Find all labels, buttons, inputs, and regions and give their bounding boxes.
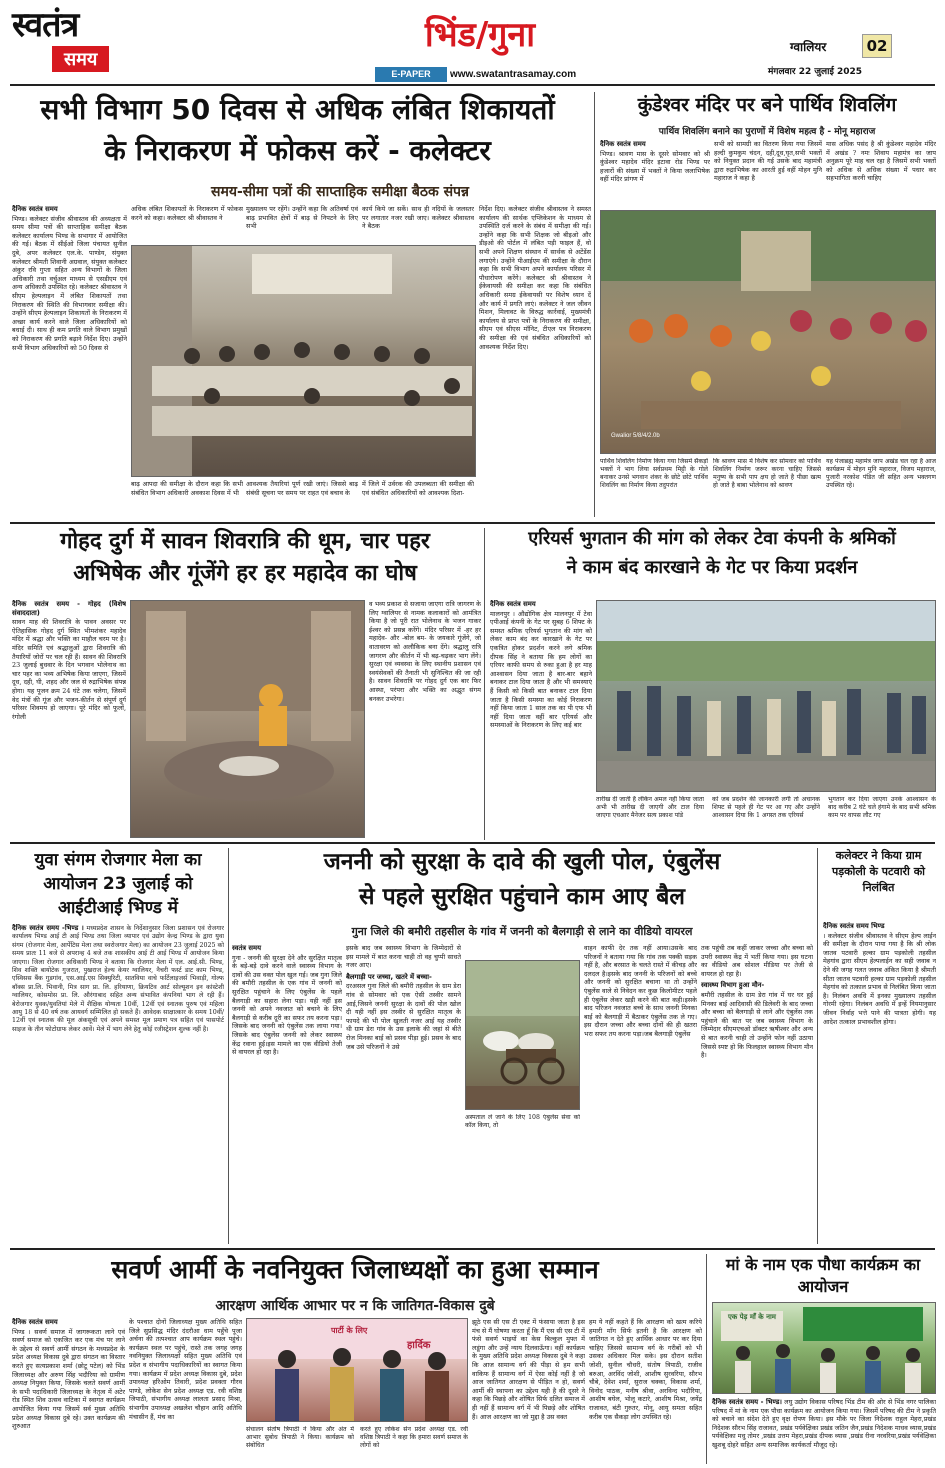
story3-byline: दैनिक स्वतंत्र समय - गोहद (विशेष संवाददाता) — [12, 600, 126, 617]
story4-col1 — [490, 600, 592, 838]
section-rule — [10, 522, 935, 524]
city-name: ग्वालियर — [790, 40, 827, 54]
story8-col1 — [12, 1318, 125, 1464]
story5-body — [12, 924, 224, 1244]
column-divider — [706, 1254, 707, 1464]
story3-headline-line1: गोहद दुर्ग में सावन शिवरात्रि की धूम, चार पहर — [60, 529, 430, 554]
epaper-badge: E-PAPER — [375, 67, 447, 82]
section-rule — [10, 842, 935, 844]
story2-headline: कुंडेश्वर मंदिर पर बने पार्थिव शिवलिंग — [637, 94, 897, 116]
story4-byline: दैनिक स्वतंत्र समय — [490, 600, 536, 608]
story6-col4-text: तक पहुंची तब कहीं जाकर जच्चा और बच्चा को उपरी स्वास्थ्य केंद्र में भर्ती किया गया। इस घटना का वीडियो अब सोशल मीडिया पर तेजी से वायरल हो रहा है। — [701, 944, 813, 978]
story7-byline: दैनिक स्वतंत्र समय भिण्ड — [823, 922, 885, 930]
story2-byline: दैनिक स्वतंत्र समय — [600, 140, 646, 148]
story5-headline: युवा संगम रोजगार मेला का आयोजन 23 जुलाई को आईटीआई भिण्ड में — [34, 850, 202, 918]
story1-headline — [10, 92, 585, 168]
story7-text: । कलेक्टर संजीव श्रीवास्तव ने सीएम हेल्प लाईन की समीक्षा के दौरान पाया गया है कि श्री लोक जातव पटवारी हल्का ग्राम पड़कोली तहसील मेहगांव द्वारा सीएम हेल्पलाईन का सही जवाब न देने की जगह गलत जवाब अंकित किया है श्रीमती सीता जातव पटवारी हल्का ग्राम पड़कोली तहसील मेहगांव को तत्काल प्रभाव से निलंबित किया जाता है। निलंबन अवधि में इनका मुख्यालय तहसील गोरमी रहेगा। निलंबन अवधि में इन्हें नियमानुसार जीवन निर्वाह भत्ते पाने की पात्रता होगी। यह आदेश तत्काल प्रभावशील होगा। — [823, 931, 936, 1026]
story6-bullock-cart-photo — [465, 960, 580, 1110]
story5-byline: दैनिक स्वतंत्र समय -भिण्ड । — [12, 924, 84, 932]
photo-banner-text1: पार्टी के लिए — [331, 1326, 368, 1335]
story2-shivling-photo — [600, 210, 936, 454]
temple-photo-illustration — [131, 601, 365, 838]
story2-col1 — [600, 140, 710, 208]
story1-col1-text: भिण्ड। कलेक्टर संजीव श्रीवास्तव की अध्यक्षता में समय सीमा पत्रों की साप्ताहिक समीक्षा बैठक कलेक्टर कार्यालय भिण्ड के सभागार में आयोजित की गई। बैठक में सीईओ जिला पंचायत सुनील दुबे, अपर कलेक्टर एल.के. पाण्डेय, संयुक्त कलेक्टर श्रीमती शिवानी अग्रवाल, संयुक्त कलेक्टर अंकुर रवि गुप्ता सहित अन्य विभागों के जिला अधिकारी तथा वर्चुअल माध्यम से एसडीएम एवं अन्य अधिकारी उपस्थित रहे। कलेक्टर श्रीवास्तव ने सीएम हेल्पलाइन में लंबित शिकायतों तथा निराकरण की स्थिति की विभागवार समीक्षा की। उन्होंने सीएम हेल्पलाइन शिकायतों के निराकरण में अच्छा कार्य करने वाले जिला अधिकारियों को बधाई दी। साथ ही कम प्रगति वाले विभाग प्रमुखों को निराकरण की प्रगति बढ़ाने निर्देश दिए। उन्होंने सभी विभाग अधिकारियों को 50 दिवस से — [12, 214, 127, 352]
story3-col1-text: सावन माह की शिवरात्रि के पावन अवसर पर ऐतिहासिक गोहद दुर्ग स्थित भीमशंकर महादेव मंदिर में श्रद्धा और भक्ति का माहौल चरम पर है। मंदिर समिति एवं श्रद्धालुओं द्वारा शिवरात्रि की तैयारियाँ जोरों पर चल रही हैं। सावन की शिवरात्रि 23 जुलाई बुधवार के दिन भगवान भोलेनाथ का चार पहर का भव्य अभिषेक किया जाएगा, जिसमें दूध, दही, घी, शहद और जल से रुद्राभिषेक संपन्न होगा। यह पूजन क्रम 24 घंटे तक चलेगा, जिसमें वेद मंत्रों की गूंज और भजन-कीर्तन से संपूर्ण दुर्ग परिसर शिवमय हो जाएगा। पूरे मंदिर को फूलों, रंगोली — [12, 618, 126, 721]
story6-col4-byline: स्वास्थ्य विभाग हुआ मौन- — [701, 981, 765, 990]
story8-col1-text: भिण्ड । सवर्ण समाज में जागरूकता लाने एवं सवर्ण समाज को एकजित कर एक मंच पर लाने के उद्देश्य से सवर्ण आर्मी संगठन के मध्यप्रदेश के प्रदेश अध्यक्ष विकास दुबे द्वारा संगठन का विस्तार करते हुए सत्यप्रकाश शर्मा (छोटू पटेल) को भिंड जिलाध्यक्ष और अरुण सिंह भदौरिया को ग्रामीण अध्यक्ष नियुक्त किया, जिसके चलते सवर्ण आर्मी के सभी पदाधिकारी जिलाध्यक्ष के नेतृत्व में अटेर रोड स्थित शिव उत्सव वाटिका में स्वागत कार्यक्रम आयोजित किया गया जिसमें सर्व मुख्य अतिथि प्रदेश अध्यक्ष विकास दुबे रहे। उक्त कार्यक्रम की शुरुआत — [12, 1327, 125, 1431]
story2-col3: मास अधिक पसंद है श्री कुंडेश्वर महादेव मंदिर में अखंड ? नमः शिवाय महामंत्र का जाप अनुक्रम पूरे माह चल रहा है जिसमें सभी भक्तों को अधिक से अधिक संख्या में पधार कर सहभागिता करनी चाहिए — [826, 140, 936, 183]
story1-col4: कार्य किये जा सकें। साथ ही नदियों के जलस्तर पर लगातार नजर रखी जाए। कलेक्टर श्रीवास्तव ने बैठक — [362, 205, 474, 231]
story4-caption3: भुगतान कर दिया जाएगा उनके आश्वासन के बाद करीब 2 घंटे चले हंगामे के बाद सभी श्रमिक काम पर वापस लौट गए — [828, 796, 936, 819]
story6-headline — [232, 848, 812, 912]
story1-meeting-photo — [131, 245, 476, 477]
story2-subhead: पार्थिव शिवलिंग बनाने का पुराणों में विशेष महत्व है - मोनू महाराज — [658, 127, 876, 137]
story7-headline: कलेक्टर ने किया ग्राम पड़कोली के पटवारी को निलंबित — [831, 849, 926, 894]
story8-col4: झूठे एस सी एस टी एक्ट में फंसाया जाता है इस मंच से मैं घोषणा करता हूँ कि मैं एस सी एस टी में फंसे सवर्ण भाइयों का केस बिल्कुल मुफ्त में लडूंगा और उन्हें न्याय दिलवाऊँगा। वहीं कार्यक्रम के मुख्य अतिथि प्रदेश अध्यक्ष विकास दुबे ने कहा कि आज सामान्य वर्ग की पीड़ा से हम सभी वाकिफ हैं सामान्य वर्ग में ऐसा कोई नहीं है जो आज जातिगत आरक्षण से पीड़ित न हो, सवर्ण आर्मी की स्थापना का उद्देश्य यही है की दूसरे ने कहा कि पिछड़े और शोषित सिर्फ दलित समाज में ही नहीं हैं सामान्य वर्ग में भी पिछड़े और शोषित हैं। आज आरक्षण का जो मुद्दा है उस वक्त — [472, 1318, 585, 1421]
story9-plantation-photo — [712, 1302, 936, 1394]
story5-text: मध्यप्रदेश शासन के निर्देशानुसार जिला प्रशासन एवं रोजगार कार्यालय भिण्ड आई टी आई भिण्ड तथा जिला व्यापार एवं उद्योग केन्द्र भिण्ड के द्वारा युवा संगम (रोजगार मेला, आर्पेटिस मेला तथा स्वरोजगार मेला) का आयोजन 23 जुलाई 2025 को समय प्रातः 11 बजे से अपरान्ह 4 बजे तक शासकीय आई टी आई भिण्ड में आयोजन किया जाएगा। जिला रोजगार अधिकारी भिण्ड ने बताया कि रोजगार मेला में एल. आई.सी. भिण्ड, शिव शक्ति बायोटेक गुजरात, पुखराज हेल्थ केयर ग्वालियर, नैचरी फर्स्ट डाट काम भिण्ड, एस्विसस बैंक गुडगांव, एस.आई.एस सिक्युरिटी, सातविया वाचे फर्टिलाइजर्स भिवाड़ी, गोल्फ बॉक्स प्रा.लि. भिवानी, मित्र साग प्रा. लि. हरियाणा, क्रियटिव आर्ट सोल्यूशन इन कांस्टेशी ग्वालियर, कोसमोस प्रा. लि. औरंगाबाद सहित अन्य संभावित कंपनियां भाग ले रही हैं। बेरोजगार युवक/युवतियां मेले में शैक्षिक योग्यता 10वीं, 12वीं एवं स्नातक पुरुष एवं महिला आयु 18 से 40 वर्ष तक आयवर्ग सम्मिलित हो सकते हैं। आवेदक साक्षात्कार के समय 10वीं/ 12वीं एवं स्नातक की मूल अंकसूची एवं अपने समस्त मूल प्रमाण पत्र सहित एवं पासपोर्ट साइज के तीन फोटोग्राफ लेकर आवें। मेले में भाग लेने हेतु कोई रजीस्ट्रेशन शुल्क नहीं है। — [12, 925, 224, 1033]
story8-col2: के पश्चात दोनों जिलाध्यक्ष मुख्य अतिथि सहित जिले सुप्रसिद्ध मंदिर दंदरौआ धाम पहुँचे पूजा अर्चना की तत्पश्चात आप कार्यक्रम स्थल पहुंचे। कार्यक्रम स्थल पर पहुंचे, रास्ते तक जगह जगह नवनियुक्त जिलाध्यक्षों सहित मुख्य अतिथि एवं प्रदेश व संभागीय पदाधिकारियों का स्वागत किया गया। कार्यक्रम में प्रदेश अध्यक्ष विकास दुबे, प्रदेश उपाध्यक्ष हरिओम तिवारी, प्रदेश प्रवक्ता गौरव पाण्डे, लोकेश सेन प्रदेश अध्यक्ष एड. रवी वशिष्ठ जिपाठी, संभागीय अध्यक्ष लालता प्रसाद मिश्रा, संभागीय उपाध्यक्ष अखलेश चौहान आदि अतिथि मंचासीन हैं, मंच का — [129, 1318, 242, 1421]
newspaper-logo — [12, 6, 187, 76]
story2-caption2: कि श्रावण मास में विशेष कर सोमवार को पार्थिव शिवलिंग निर्माण जरूर करना चाहिए जिससे मनुष्य के सभी पाप क्षय हो जाते है पीछा खत्म हो जाते है बाबा भोलेनाथ को श्रावण — [713, 458, 821, 489]
story6-headline-line1: जननी को सुरक्षा के दावे की खुली पोल, एंबुलेंस — [323, 849, 721, 875]
story6-col2 — [346, 944, 461, 1244]
story2-col2: सभी को सामग्री का वितरण किया गया जिसमें हल्दी कुमकुम चंदन, दही,दूध,घृत,सभी भक्तों को नियुक्त प्रदान की गई उसके बाद महामंत्री द्वारा रुद्राभिषेक का आरती हुई वहीं मोहन मुनि महाराज ने कहा है — [714, 140, 822, 183]
story6-col1-text: गुना - जननी की सुरक्षा देने और सुरक्षित मातृत्व के बड़े-बड़े दावे करने वाले स्वास्थ्य विभाग के दावों की उस वक्त पोल खुल गई। जब गुना जिले की बमौरी तहसील के एक गांव में जननी को सुरक्षित पहुंचाने के लिए एंबुलेंस के पहले बैलगाड़ी का सहारा लेना पड़ा। यही नहीं इस जननी को अपने नवजात को बचाने के लिए बैलगाड़ी से करीब दूरी का सफर तय करना पड़ा।जिसके बाद जननी को एंबुलेंस तक लाया गया। जिसके बाद एंबुलेंस जननी को लेकर स्वास्थ्य केंद्र रवाना हुई।इस मामले का एक वीडियो तेजी से वायरल हो रहा है। — [232, 953, 342, 1057]
story8-caption2: करते हुए लोकेश सेन प्रदेश अध्यक्ष एड. रवी वशिष्ठ त्रिपाठी ने कहा कि हमारा सवर्ण समाज के लोगों को — [360, 1426, 468, 1449]
column-divider — [817, 848, 818, 1244]
story8-felicitation-photo — [246, 1318, 468, 1422]
story6-caption: अस्पताल ले जाने के लिए 108 एंबुलेंस सेवा को कॉल किया, तो — [465, 1114, 580, 1129]
column-divider — [228, 848, 229, 1244]
story8-headline: सवर्ण आर्मी के नवनियुक्त जिलाध्यक्षों का हुआ सम्मान — [111, 1255, 599, 1284]
story9-byline: दैनिक स्वतंत्र समय - भिण्ड। — [712, 1398, 783, 1406]
story8-caption1: संचालन संतोष त्रिपाठी ने किया और अंत में आभार सुबोध त्रिपाठी ने किया। कार्यक्रम को संबोधित — [246, 1426, 354, 1449]
column-divider — [484, 528, 485, 840]
story4-headline-line1: एरियर्स भुगतान की मांग को लेकर टेवा कंपनी के श्रमिकों — [528, 528, 896, 549]
story9-headline: मां के नाम एक पौधा कार्यक्रम का आयोजन — [725, 1255, 921, 1296]
story4-caption1: तारीख दी जाती है लेकिन अमल नहीं किया जाता अभी भी तारीख दी जाएगी और टाल दिया जाएगा एचआर मैनेजर सत्य प्रकाश पांडे — [596, 796, 704, 819]
story8-subhead: आरक्षण आर्थिक आभार पर न कि जातिगत-विकास दुबे — [215, 1298, 495, 1314]
story7-body — [823, 922, 936, 1244]
story8-byline: दैनिक स्वतंत्र समय — [12, 1318, 58, 1326]
page-number: 02 — [862, 34, 892, 58]
story6-col2b-text: दरअसल गुना जिले की बमौरी तहसील के ग्राम डेरा गांव से सोमवार को एक ऐसी तस्वीर सामने आई,जिसने जननी सुरक्षा के दावों की पोल खोल दी यही नहीं इस तस्वीर से सुरक्षित मातृत्व के फायदे की भी पोल खुलती नजर आई यह तस्वीर थी ग्राम डेरा गांव के उस इलाके की जहां से बीते रोज मिनका बाई को प्रसव पीड़ा हुई। प्रसव के बाद जब उसे परिजनों ने उसे — [346, 982, 461, 1051]
story1-col3: मुख्यालय पर रहेंगे। उन्होंने कहा कि अतिवर्षा एवं बाढ़ प्रभावित क्षेत्रों में बाढ़ से निपटने के लिए सभी — [246, 205, 358, 231]
story3-col1 — [12, 600, 126, 838]
photo-banner-text2: हार्दिक — [407, 1340, 431, 1351]
story1-col3b: आवश्यक तैयारियां पूर्ण रखी जाएं। जिससे बाढ़ संबंधी सूचना पर समय पर राहत एवं बचाव के — [246, 480, 358, 497]
story4-col1-text: मालनपुर । औद्योगिक क्षेत्र मालनपुर में टेवा एपीआई कंपनी के गेट पर सुबह 6 शिफ्ट के समस्त श्रमिक एरियर्स भुगतान की मांग को लेकर काम बंद कर कारखाने के गेट पर एकत्रित होकर प्रदर्शन करने लगे श्रमिक दीपक सिंह ने बताया कि हम लोगों का एरियर काफी समय से रुका हुआ है हर माह आश्वासन दिया जाता है बार-बार बहाने बनाकर टाल दिया जाता है और भी समस्याएं हैं किसी को किसी बात बनाकर टाल दिया जाता है किसी समस्या का कोई निराकरण नहीं किया जाता 1 साल तक का पी एफ भी नहीं दिया जाता वहीं बार एरियर्स और समस्याओं के निराकरण के लिए कई बार — [490, 609, 592, 730]
story1-col2b: बाढ़ आपदा की समीक्षा के दौरान कहा कि सभी संबंधित विभाग अधिकारी अवकाश दिवस में भी — [131, 480, 243, 497]
story6-col3: वाहन काफी देर तक नहीं आया।उसके बाद परिजनों ने बताया गया कि गांव तक पक्की सड़क नहीं है, और बरसात के चलते रास्ते में कीचड़ और दलदल है।इसके बाद जननी के परिजनों को बच्चे और जननी को सुरक्षित बचाना था तो उन्होंने एंबुलेंस वाले से निवेदन कर कुछ किलोमीटर पहले ही एंबुलेंस लेकर खड़ी करने की बात कही।इसके बाद परिजन नवजात बच्चे के साथ जननी मिनका बाई को बैलगाड़ी में बैठाकर एंबुलेंस तक ले गए। इस दौरान जच्चा और बच्चा दोनों की ही खतरा भरा सफर तय करना पड़ा।जब बैलगाड़ी एंबुलेंस — [584, 944, 697, 1038]
shivling-photo-illustration — [601, 211, 936, 454]
plantation-banner-text: एक पेड़ माँ के नाम — [728, 1313, 776, 1321]
story6-byline: स्वतंत्र समय — [232, 944, 262, 952]
website-link[interactable]: www.swatantrasamay.com — [450, 69, 577, 80]
story6-col2-byline: बैलगाड़ी पर जच्चा, खतरे में बच्चा- — [346, 972, 432, 981]
story4-protest-photo — [596, 600, 936, 792]
bullock-cart-illustration — [466, 961, 580, 1110]
story2-col1-text: भिण्ड। श्रावण मास के दूसरे सोमवार को श्री कुंडेश्वर महादेव मंदिर इटावा रोड भिण्ड पर हजारों की संख्या में भक्तों ने किया जलाभिषेक वहीं मंदिर प्रांगण में — [600, 149, 710, 184]
story1-col1 — [12, 205, 127, 517]
story1-col4b: में जिले में उर्वरक की उपलब्धता की समीक्षा की एवं संबंधित अधिकारियों को आवश्यक दिशा- — [362, 480, 474, 497]
story6-col4b-text: बमौरी तहसील के ग्राम डेरा गांव में घर घर हुई मिनका बाई आदिवासी की डिलेवरी के बाद जच्चा और बच्चा को बैलगाड़ी से लाने और एंबुलेंस तक पहुंचाने की बात पर जब स्वास्थ्य विभाग के जिम्मेदार सीएमएचओ डॉक्टर ऋषीश्वर और अन्य से बात करनी चाही तो उन्होंने फोन नहीं उठाया जिससे स्पष्ट हो कि फिलहाल स्वास्थ्य विभाग मौन है। — [701, 990, 813, 1060]
story1-headline-line2: के निराकरण में फोकस करें - कलेक्टर — [104, 134, 491, 167]
story1-col5: निर्देश दिए। कलेक्टर संजीव श्रीवास्तव ने समस्त कार्यालय की सार्थक एप्लिकेशन के माध्यम से उपस्थिति दर्ज करने के संबंध में समीक्षा की गई। उन्होंने कहा कि सभी शिक्षक जो बीइओ और डीइओ की पोर्टल में लंबित पड़ी फाइल हैं, वो सभी अपने शिक्षण संस्थान में सार्थक से अटेंडेंस लगाएंगे। उन्होंने पीआईएम की समीक्षा के दौरान कहा कि सभी विभाग अपने कार्यालय परिसर में पौधारोपण करेंगे। कलेक्टर श्री श्रीवास्तव ने ईकेवायसी की समीक्षा कर कहा कि संबंधित अधिकारी समग्र ईकेवायसी पर विशेष ध्यान दें और कार्य में प्रगति लाएं। कलेक्टर ने जल जीवन मिशन, मिलावट के विरुद्ध कार्रवाई, मुख्यमंत्री कार्यालय से प्राप्त पत्रों के निराकरण की समीक्षा, सीएम एवं सीएस मॉनिट, टीएल पत्र निराकरण की समीक्षा की एवं संबंधित अधिकारियों को आवश्यक निर्देश दिए। — [479, 205, 591, 351]
story3-headline — [10, 528, 480, 587]
column-divider — [594, 92, 595, 517]
story6-col2-text: इसके बाद जब स्वास्थ्य विभाग के जिम्मेदारों से इस मामले में बात करना चाही तो वह चुप्पी साधते नजर आए। — [346, 944, 461, 970]
story6-col1 — [232, 944, 342, 1244]
story3-headline-line2: अभिषेक और गूंजेंगे हर हर महादेव का घोष — [73, 560, 417, 586]
edition-title: भिंड/गुना — [424, 15, 536, 55]
section-rule — [10, 1248, 935, 1250]
story9-body — [712, 1398, 936, 1464]
story9-text: लघु उद्योग विकास परिषद भिंड टीम की ओर से भिंड नगर पालिका परिषद में मां के नाम एक पौधा कार्यक्रम का आयोजन किया गया। जिसमें परिषद की टीम ने प्रकृति को बचाने का संदेश देते हुए वृक्ष रोपण किया। इस मौके पर जिला निदेशक राहुल मेहरा,प्रखंड निदेशक सौरभ सिंह राजावत, प्रखंड पर्यवेक्षिका प्रखंड जतिन जैन,प्रखंड निदेशक माधव व्यास,प्रखंड पर्यवेक्षिका मधु तोमर ,प्रखंड उत्तम मेहरा,प्रखंड दीपक व्यास ,प्रखंड रीना नरवरिया,प्रखंड पर्यवेक्षिका खुशबू दोहरे सहित अन्य समाजिक कार्यकर्ता मौजूद रहे। — [712, 1398, 936, 1449]
story1-subhead: समय-सीमा पत्रों की साप्ताहिक समीक्षा बैठक संपन्न — [210, 184, 469, 200]
issue-date: मंगलवार 22 जुलाई 2025 — [768, 67, 863, 77]
story4-headline-line2: ने काम बंद कारखाने के गेट पर किया प्रदर्शन — [566, 556, 858, 578]
story4-headline — [488, 528, 936, 579]
logo-bottom-text: समय — [52, 46, 109, 72]
masthead-rule — [10, 84, 935, 86]
story2-caption3: यह पंजाब्रह्म महामंत्र जाप अखंड चल रहा है आज कार्यक्रम में मोहन मुनि महाराज, विजय महाराज, पुजारी नरकोश पंडित जी सहित अन्य भक्तगण उपस्थित रहे। — [826, 458, 936, 489]
story1-col2: अधिक लंबित शिकायतों के निराकरण में फोकस करने को कहा। कलेक्टर श्री श्रीवास्तव ने — [131, 205, 243, 222]
story6-headline-line2: से पहले सुरक्षित पहुंचाने काम आए बैल — [359, 883, 685, 910]
story6-subhead: गुना जिले की बमौरी तहसील के गांव में जननी को बैलगाड़ी से लाने का वीडियो वायरल — [351, 925, 693, 938]
story3-temple-photo — [130, 600, 365, 838]
story6-col4 — [701, 944, 813, 1244]
story1-headline-line1: सभी विभाग 50 दिवस से अधिक लंबित शिकायतों — [40, 93, 555, 126]
story2-caption1: पार्थिव शिवलिंग निर्माण किया गया जिसमें सैकड़ों भक्तों ने भाग लिया सर्वप्रथम मिट्टी के गोले बनाकर उनसे भगवान शंकर के छोटे छोटे पार्थिव शिवलिंग का निर्माण किया तदुपरांत — [600, 458, 708, 489]
story3-col2: व भव्य प्रकाश से सजाया जाएगा रात्रि जागरण के लिए ग्वालियर से नामक कलाकारों को आमंत्रित किया है जो पूरी रात भोलेनाथ के भजन गाकर ईश्वर को प्रसन्न करेंगे। मंदिर परिसर में -हर हर महादेव- और -बोल बम- के जयकारे गूंजेंगे, जो वातावरण को अलौकिक बना देंगे। श्रद्धालु रात्रि जागरण और कीर्तन में भी बढ़-चढ़कर भाग लेंगे। सुरक्षा एवं व्यवस्था के लिए स्थानीय प्रशासन एवं स्वयंसेवकों की तैनाती भी सुनिश्चित की जा रही है। सावन शिवरात्रि पर गोहद दुर्ग एक बार फिर आस्था, परंपरा और भक्ति का अद्भुत संगम बनकर उभरेगा। — [369, 600, 481, 703]
logo-top-text: स्वतंत्र — [12, 5, 79, 45]
photo-credit: Gwalior 5/8/4/2.0b — [611, 433, 660, 439]
protest-photo-illustration — [597, 601, 936, 792]
meeting-photo-illustration — [132, 246, 476, 477]
story8-col5: हम ये नहीं कहते हैं कि आरक्षण को खत्म करिये हमारी माँग सिर्फ इतनी है कि आरक्षण को जातिगत न देते हुए आर्थिक आधार पर कर दिया चाहिए जिससे सामान्य वर्ग के गरीबों को भी उसका अधिकार मिल सके। इस दौरान सतीश जोशी, सुनील चौधरी, संतोष त्रिपाठी, राजीव बरुआ, अरविंद जोशी, आशीष सुरवरिया, सौरभ चौबे, देवेश शर्मा, सुराज चक्का, विकास शर्मा, विनोद पाठक, मनीष श्रीवा, अरविन्द भदौरिया, आशीष बघेल, भोलू कटारे, आशीष मिश्रा, जयेंद्र राजावत, बंटी गुरुतर, मोनू, आयु समता सहित करीब एक सैकड़ा लोग उपस्थित रहे। — [589, 1318, 702, 1421]
story1-byline: दैनिक स्वतंत्र समय — [12, 205, 58, 213]
story4-caption2: को जब प्रदर्शन की जानकारी लगी तो अचानक शिफ्ट से पहले ही गेट पर आ गए और उन्होंने आश्वासन दिया कि 1 अगस्त तक एरियर्स — [712, 796, 820, 819]
